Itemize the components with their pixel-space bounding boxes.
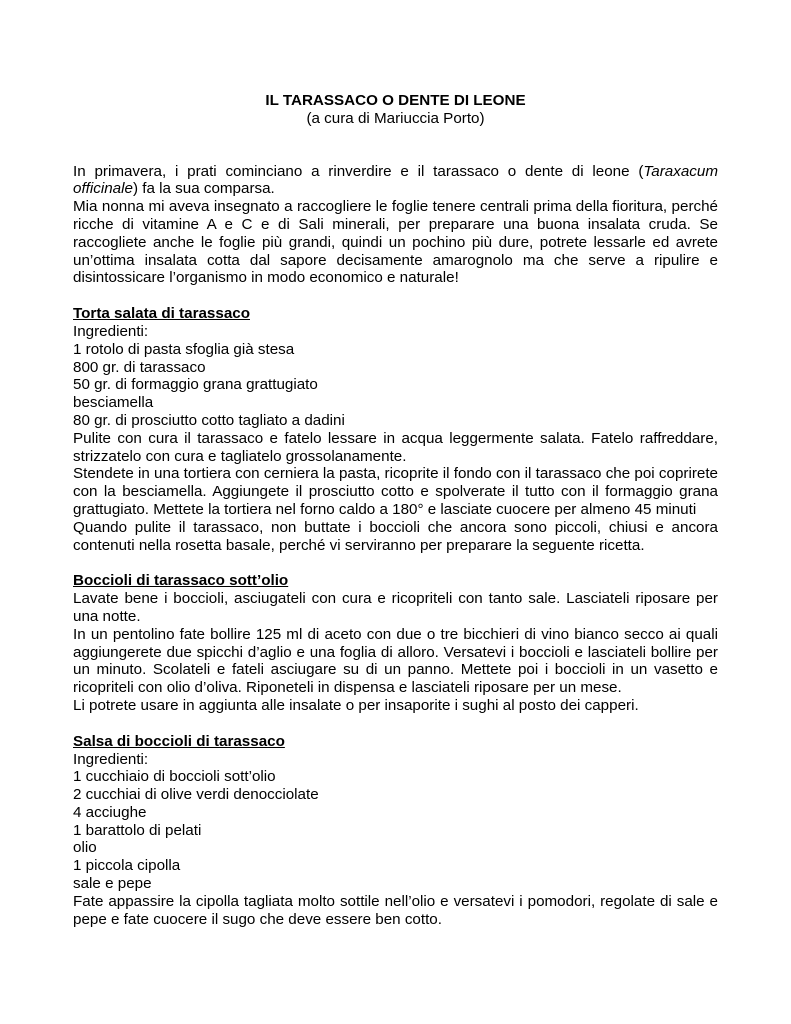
recipe-salsa-boccioli — [73, 733, 718, 929]
recipe-step: Stendete in una tortiera con cerniera la pasta, ricoprite il fondo con il tarassaco che poi coprirete con la besciamella. Aggiungete il prosciutto cotto e spolverate il tutto con il formaggio grana grattugiato. Mettete la tortiera nel forno caldo a 180° e lasciate cuocere per almeno 45 minuti — [73, 465, 718, 518]
ingredients-label: Ingredienti: — [73, 322, 149, 340]
recipe-heading: Torta salata di tarassaco — [73, 305, 250, 323]
ingredients-list — [73, 768, 718, 893]
intro-text-end: ) fa la sua comparsa. — [132, 180, 275, 198]
ingredient-item: 1 rotolo di pasta sfoglia già stesa — [73, 340, 295, 358]
ingredient-item: 1 cucchiaio di boccioli sott’olio — [73, 768, 276, 786]
ingredient-item: 4 acciughe — [73, 803, 147, 821]
ingredient-item: sale e pepe — [73, 875, 152, 893]
ingredient-item: 1 piccola cipolla — [73, 857, 181, 875]
ingredients-list — [73, 341, 718, 430]
ingredient-item: 80 gr. di prosciutto cotto tagliato a dadini — [73, 411, 345, 429]
recipe-torta-salata — [73, 305, 718, 554]
ingredient-item: besciamella — [73, 394, 154, 412]
recipe-heading: Boccioli di tarassaco sott’olio — [73, 572, 289, 590]
scientific-name: Taraxacum officinale — [73, 162, 718, 198]
recipe-step: Lavate bene i boccioli, asciugateli con cura e ricopriteli con tanto sale. Lasciateli riposare per una notte. — [73, 590, 718, 625]
ingredient-item: 800 gr. di tarassaco — [73, 358, 206, 376]
intro-paragraph-2: Mia nonna mi aveva insegnato a raccogliere le foglie tenere centrali prima della fioritura, perché ricche di vitamine A e C e di Sali minerali, per preparare una buona insalata cruda. Se raccogliete anche le foglie più grandi, quindi un pochino più dure, potrete lessarle ed avrete un’ottima insalata cotta dal sapore decisamente amarognolo ma che serve a ripulire e disintossicare l’organismo in modo economico e naturale! — [73, 198, 718, 287]
recipe-step: Fate appassire la cipolla tagliata molto sottile nell’olio e versatevi i pomodori, regolate di sale e pepe e fate cuocere il sugo che deve essere ben cotto. — [73, 892, 718, 928]
recipe-step: Li potrete usare in aggiunta alle insalate o per insaporite i sughi al posto dei capperi. — [73, 696, 639, 714]
recipe-step: Quando pulite il tarassaco, non buttate i boccioli che ancora sono piccoli, chiusi e ancora contenuti nella rosetta basale, perché vi serviranno per preparare la seguente ricetta. — [73, 518, 718, 554]
document-subtitle: (a cura di Mariuccia Porto) — [306, 109, 485, 127]
ingredient-item: 50 gr. di formaggio grana grattugiato — [73, 376, 318, 394]
ingredient-item: 1 barattolo di pelati — [73, 821, 202, 839]
recipe-heading: Salsa di boccioli di tarassaco — [73, 732, 285, 750]
document-title: IL TARASSACO O DENTE DI LEONE — [265, 92, 526, 109]
intro-paragraph-1 — [73, 163, 718, 199]
ingredient-item: 2 cucchiai di olive verdi denocciolate — [73, 786, 319, 804]
ingredients-label: Ingredienti: — [73, 750, 149, 768]
recipe-step: Pulite con cura il tarassaco e fatelo lessare in acqua leggermente salata. Fatelo raffreddare, strizzatelo con cura e tagliatelo grossolanamente. — [73, 429, 718, 465]
ingredient-item: olio — [73, 839, 97, 857]
recipe-boccioli-sottolio — [73, 572, 718, 714]
intro-text-start: In primavera, i prati cominciano a rinverdire e il tarassaco o dente di leone ( — [73, 162, 644, 180]
title-block — [73, 92, 718, 128]
recipe-step: In un pentolino fate bollire 125 ml di aceto con due o tre bicchieri di vino bianco secco ai quali aggiungerete due spicchi d’aglio e una foglia di alloro. Versatevi i boccioli e lasciateli bollire per un minuto. Scolateli e fateli asciugare su di un panno. Mettete poi i boccioli in un vasetto e ricopriteli con olio d’oliva. Riponeteli in dispensa e lasciateli riposare per un mese. — [73, 625, 718, 697]
document-page — [73, 92, 718, 928]
intro-section — [73, 163, 718, 288]
